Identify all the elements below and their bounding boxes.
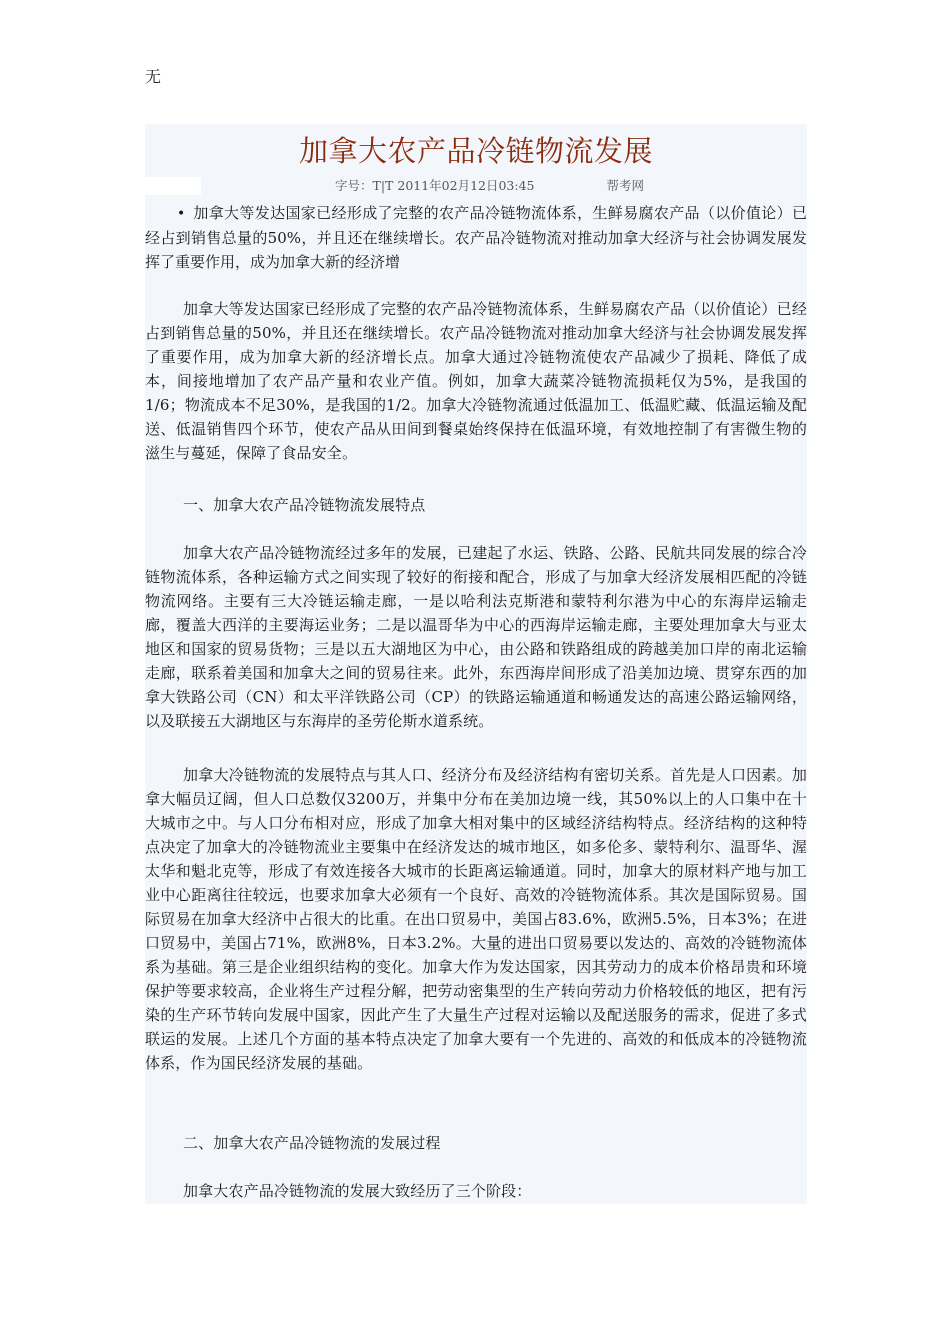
section-heading-1: 一、加拿大农产品冷链物流发展特点	[183, 496, 426, 514]
article-summary	[145, 201, 807, 274]
section-heading-2: 二、加拿大农产品冷链物流的发展过程	[183, 1134, 441, 1152]
summary-text: 加拿大等发达国家已经形成了完整的农产品冷链物流体系，生鲜易腐农产品（以价值论）已经占到销售总量的50%，并且还在继续增长。农产品冷链物流对推动加拿大经济与社会协调发展发挥了重要作用，成为加拿大新的经济增	[145, 204, 807, 271]
header-mark: 无	[145, 67, 162, 86]
article-meta	[335, 177, 644, 195]
paragraph-corridors: 加拿大农产品冷链物流经过多年的发展，已建起了水运、铁路、公路、民航共同发展的综合冷链物流体系，各种运输方式之间实现了较好的衔接和配合，形成了与加拿大经济发展相匹配的冷链物流网络。主要有三大冷链运输走廊，一是以哈利法克斯港和蒙特利尔港为中心的东海岸运输走廊，覆盖大西洋的主要海运业务；二是以温哥华为中心的西海岸运输走廊，主要处理加拿大与亚太地区和国家的贸易货物；三是以五大湖地区为中心，由公路和铁路组成的跨越美加口岸的南北运输走廊，联系着美国和加拿大之间的贸易往来。此外，东西海岸间形成了沿美加边境、贯穿东西的加拿大铁路公司（CN）和太平洋铁路公司（CP）的铁路运输通道和畅通发达的高速公路运输网络，以及联接五大湖地区与东海岸的圣劳伦斯水道系统。	[145, 544, 807, 730]
paragraph-intro: 加拿大等发达国家已经形成了完整的农产品冷链物流体系，生鲜易腐农产品（以价值论）已经占到销售总量的50%，并且还在继续增长。农产品冷链物流对推动加拿大经济与社会协调发展发挥了重要作用，成为加拿大新的经济增长点。加拿大通过冷链物流使农产品减少了损耗、降低了成本，间接地增加了农产品产量和农业产值。例如，加拿大蔬菜冷链物流损耗仅为5%，是我国的1/6；物流成本不足30%，是我国的1/2。加拿大冷链物流通过低温加工、低温贮藏、低温运输及配送、低温销售四个环节，使农产品从田间到餐桌始终保持在低温环境，有效地控制了有害微生物的滋生与蔓延，保障了食品安全。	[145, 300, 807, 462]
bullet-icon: •	[177, 206, 186, 222]
meta-source: 帮考网	[606, 178, 645, 193]
paragraph-stages: 加拿大农产品冷链物流的发展大致经历了三个阶段：	[183, 1182, 532, 1200]
meta-gap	[145, 177, 201, 195]
article-panel	[145, 124, 807, 1204]
article-title: 加拿大农产品冷链物流发展	[298, 134, 653, 168]
meta-byline: 字号：T|T 2011年02月12日03:45	[335, 178, 535, 193]
paragraph-characteristics: 加拿大冷链物流的发展特点与其人口、经济分布及经济结构有密切关系。首先是人口因素。加拿大幅员辽阔，但人口总数仅3200万，并集中分布在美加边境一线，其50%以上的人口集中在十大城市之中。与人口分布相对应，形成了加拿大相对集中的区域经济结构特点。经济结构的这种特点决定了加拿大的冷链物流业主要集中在经济发达的城市地区，如多伦多、蒙特利尔、温哥华、渥太华和魁北克等，形成了有效连接各大城市的长距离运输通道。同时，加拿大的原材料产地与加工业中心距离往往较远，也要求加拿大必须有一个良好、高效的冷链物流体系。其次是国际贸易。国际贸易在加拿大经济中占很大的比重。在出口贸易中，美国占83.6%，欧洲5.5%，日本3%；在进口贸易中，美国占71%，欧洲8%，日本3.2%。大量的进出口贸易要以发达的、高效的冷链物流体系为基础。第三是企业组织结构的变化。加拿大作为发达国家，因其劳动力的成本价格昂贵和环境保护等要求较高，企业将生产过程分解，把劳动密集型的生产转向劳动力价格较低的地区，把有污染的生产环节转向发展中国家，因此产生了大量生产过程对运输以及配送服务的需求，促进了多式联运的发展。上述几个方面的基本特点决定了加拿大要有一个先进的、高效的和低成本的冷链物流体系，作为国民经济发展的基础。	[145, 766, 807, 1072]
